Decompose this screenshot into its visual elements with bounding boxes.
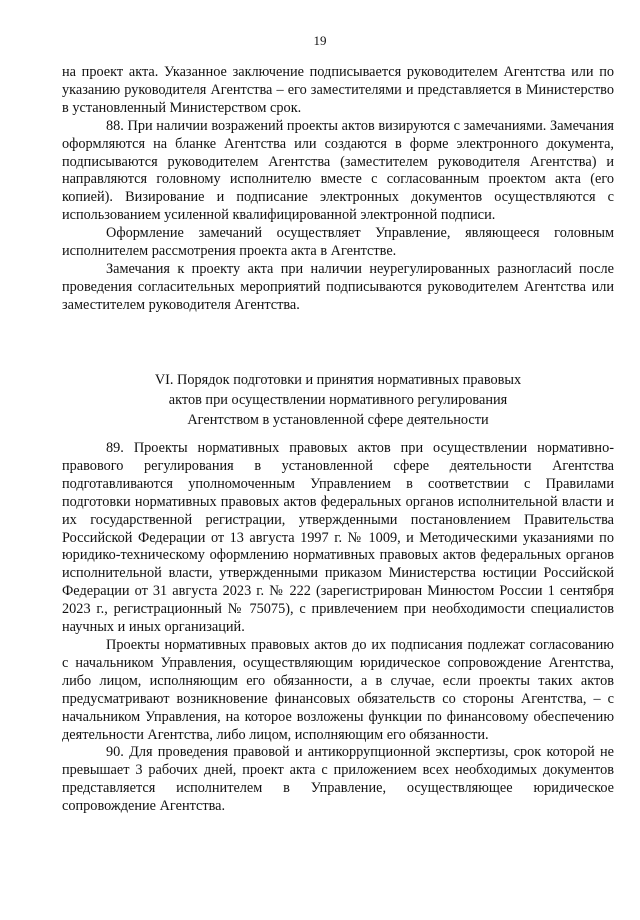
paragraph-90: 90. Для проведения правовой и антикоррупционной экспертизы, срок которой не превышает 3 рабочих дней, проект акта с приложением всех необходимых документов представляется исполнителем в Управление, осуществляющее юридическое сопровождение Агентства. <box>62 744 614 815</box>
paragraph-drafts-approval: Проекты нормативных правовых актов до их подписания подлежат согласованию с начальником Управления, осуществляющим юридическое сопровождение Агентства, либо лицом, исполняющим его обязанности, а в случае, если проекты таких актов предусматривают возникновение финансовых обязательств со стороны Агентства, – с начальником Управления, на которое возложены функции по финансовому обеспечению деятельности Агентства, либо лицом, исполняющим его обязанности. <box>62 636 614 743</box>
page-number: 19 <box>313 33 327 48</box>
paragraph-remarks-signing: Замечания к проекту акта при наличии неурегулированных разногласий после проведения согласительных мероприятий подписываются руководителем Агентства или заместителем руководителя Агентства. <box>62 260 614 313</box>
text-block-top <box>62 64 614 315</box>
paragraph-88: 88. При наличии возражений проекты актов визируются с замечаниями. Замечания оформляются на бланке Агентства или создаются в форме электронного документа, подписываются руководителем Агентства (заместителем руководителя Агентства) и направляются головному исполнителю вместе с согласованным проектом акта (его копией). Визирование и подписание электронных документов осуществляются с использованием усиленной квалифицированной электронной подписи. <box>62 117 614 224</box>
paragraph-continuation: на проект акта. Указанное заключение подписывается руководителем Агентства или по указанию руководителя Агентства – его заместителями и представляется в Министерство в установленный Министерством срок. <box>62 64 614 116</box>
section-heading-line: актов при осуществлении нормативного регулирования <box>168 392 508 408</box>
section-heading <box>62 370 614 430</box>
paragraph-89: 89. Проекты нормативных правовых актов при осуществлении нормативно-правового регулирования в установленной сфере деятельности Агентства подготавливаются уполномоченным Управлением в соответствии с Правилами подготовки нормативных правовых актов федеральных органов исполнительной власти и их государственной регистрации, утвержденными постановлением Правительства Российской Федерации от 13 августа 1997 г. № 1009, и Методическими указаниями по юридико-техническому оформлению нормативных правовых актов федеральных органов исполнительной власти, утвержденными приказом Министерства юстиции Российской Федерации от 31 августа 2023 г. № 222 (зарегистрирован Минюстом России 1 сентября 2023 г., регистрационный № 75075), с привлечением при необходимости специалистов научных и иных организаций. <box>62 440 614 636</box>
section-heading-line: Агентством в установленной сфере деятельности <box>187 412 489 428</box>
text-block-bottom <box>62 440 614 816</box>
paragraph-remarks-formatting: Оформление замечаний осуществляет Управление, являющееся головным исполнителем рассмотрения проекта акта в Агентстве. <box>62 225 614 260</box>
section-heading-line: VI. Порядок подготовки и принятия нормативных правовых <box>154 372 522 388</box>
